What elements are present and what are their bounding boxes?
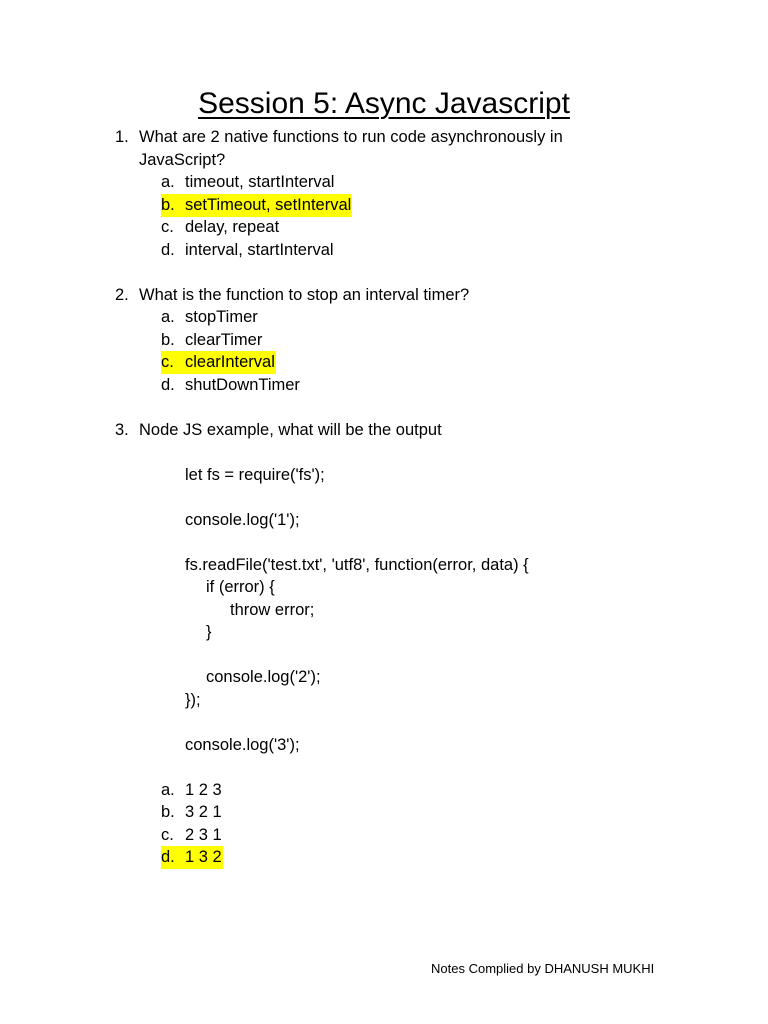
option-letter: c. bbox=[161, 218, 174, 236]
option-2a bbox=[161, 306, 259, 329]
question-number: 1. bbox=[115, 128, 129, 146]
option-2d bbox=[161, 374, 301, 397]
option-letter: c. bbox=[161, 826, 174, 844]
option-letter: d. bbox=[161, 241, 175, 259]
option-1b-answer bbox=[161, 194, 352, 217]
code-line: console.log('2'); bbox=[206, 668, 321, 686]
option-letter: a. bbox=[161, 781, 175, 799]
option-1a bbox=[161, 171, 335, 194]
option-text: delay, repeat bbox=[185, 218, 280, 236]
option-letter: b. bbox=[161, 803, 175, 821]
question-number: 2. bbox=[115, 286, 129, 304]
answer-highlight bbox=[161, 194, 352, 217]
question-text: Node JS example, what will be the output bbox=[139, 421, 442, 439]
code-line: let fs = require('fs'); bbox=[185, 466, 325, 484]
answer-highlight bbox=[161, 351, 276, 374]
option-3a bbox=[161, 779, 223, 802]
option-3b bbox=[161, 801, 223, 824]
code-line: } bbox=[206, 623, 212, 641]
option-letter: d. bbox=[161, 376, 175, 394]
option-2c-answer bbox=[161, 351, 276, 374]
answer-highlight bbox=[161, 846, 223, 869]
option-text: interval, startInterval bbox=[185, 241, 334, 259]
option-letter: c. bbox=[161, 353, 174, 371]
option-text: clearInterval bbox=[185, 353, 275, 371]
option-text: stopTimer bbox=[185, 308, 258, 326]
option-letter: b. bbox=[161, 196, 175, 214]
option-text: 1 2 3 bbox=[185, 781, 222, 799]
option-3c bbox=[161, 824, 223, 847]
code-line: console.log('1'); bbox=[185, 511, 300, 529]
option-text: shutDownTimer bbox=[185, 376, 300, 394]
page-title: Session 5: Async Javascript bbox=[198, 87, 570, 120]
question-text: What are 2 native functions to run code asynchronously in JavaScript? bbox=[139, 128, 563, 169]
option-text: 1 3 2 bbox=[185, 848, 222, 866]
option-text: clearTimer bbox=[185, 331, 263, 349]
option-text: 2 3 1 bbox=[185, 826, 222, 844]
option-letter: a. bbox=[161, 308, 175, 326]
code-line: fs.readFile('test.txt', 'utf8', function(error, data) { bbox=[185, 556, 529, 574]
footer-credit: Notes Complied by DHANUSH MUKHI bbox=[431, 961, 655, 976]
option-letter: a. bbox=[161, 173, 175, 191]
question-text: What is the function to stop an interval timer? bbox=[139, 286, 470, 304]
option-1d bbox=[161, 239, 335, 262]
option-text: timeout, startInterval bbox=[185, 173, 335, 191]
code-line: console.log('3'); bbox=[185, 736, 300, 754]
option-2b bbox=[161, 329, 263, 352]
code-line: throw error; bbox=[230, 601, 315, 619]
option-1c bbox=[161, 216, 280, 239]
code-line: if (error) { bbox=[206, 578, 275, 596]
option-3d-answer bbox=[161, 846, 223, 869]
question-number: 3. bbox=[115, 421, 129, 439]
option-text: setTimeout, setInterval bbox=[185, 196, 352, 214]
option-text: 3 2 1 bbox=[185, 803, 222, 821]
code-line: }); bbox=[185, 691, 201, 709]
option-letter: d. bbox=[161, 848, 175, 866]
option-letter: b. bbox=[161, 331, 175, 349]
